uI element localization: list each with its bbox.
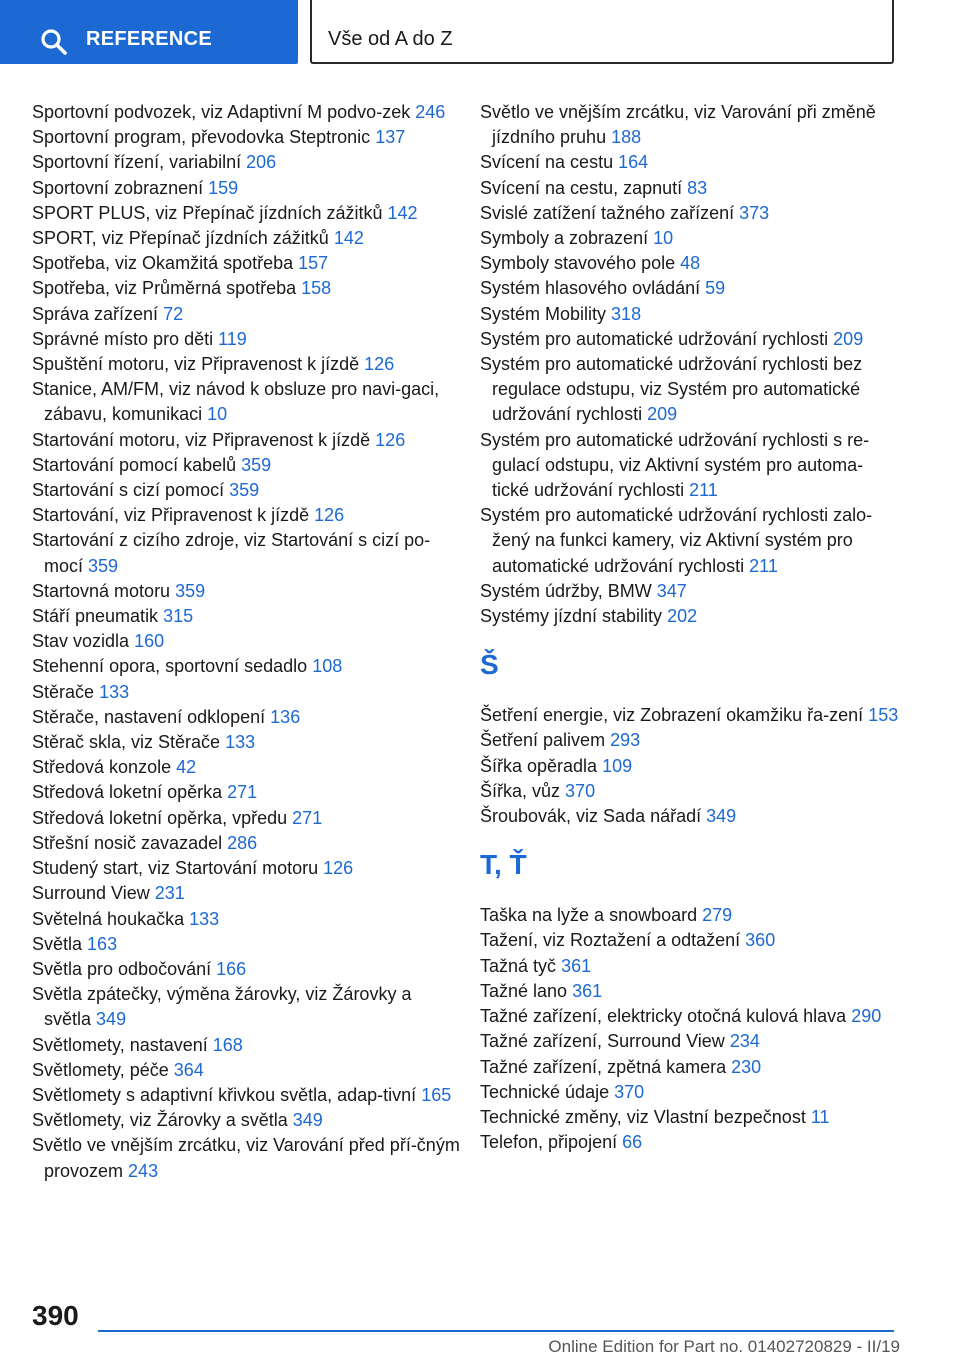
index-column-left: [32, 100, 462, 1184]
index-entry: [32, 226, 462, 251]
index-entry-text: Tažení, viz Roztažení a odtažení: [480, 930, 741, 951]
index-entry: [32, 957, 462, 982]
index-entry: [480, 1055, 900, 1080]
index-entry: [480, 903, 900, 928]
search-icon: [40, 28, 68, 56]
index-entry-text: Systém pro automatické udržování rychlosti s re‐gulací odstupu, viz Aktivní systém pro automa‐tické udržování rychlosti: [480, 429, 870, 501]
index-page-link[interactable]: 349: [292, 1110, 323, 1131]
index-entry: [480, 503, 900, 579]
index-entry: [480, 1029, 900, 1054]
index-entry: [480, 1105, 900, 1130]
index-entry: [32, 932, 462, 957]
index-entry-text: Startovná motoru: [32, 580, 171, 601]
index-entry-text: Systém pro automatické udržování rychlosti: [480, 328, 829, 349]
index-page-link[interactable]: 315: [163, 606, 194, 627]
index-entry-text: Startování, viz Připravenost k jízdě: [32, 505, 310, 526]
index-entry-text: Sportovní program, převodovka Steptronic: [32, 127, 371, 148]
index-entry: [32, 352, 462, 377]
index-entry-text: Symboly stavového pole: [480, 253, 676, 274]
index-entry-text: Systém údržby, BMW: [480, 580, 652, 601]
index-page-link[interactable]: 142: [333, 228, 364, 249]
index-page-link[interactable]: 83: [687, 177, 708, 198]
index-entry: [480, 302, 900, 327]
index-letter-heading-sh: Š: [480, 649, 499, 681]
index-entry: [32, 755, 462, 780]
index-entry: [32, 478, 462, 503]
index-page-link[interactable]: 59: [705, 278, 726, 299]
index-entry-text: Startování z cizího zdroje, viz Startování s cizí po‐mocí: [32, 530, 431, 576]
index-group-sh: [480, 703, 900, 829]
index-entry-text: Světelná houkačka: [32, 908, 185, 929]
index-entry: [32, 705, 462, 730]
index-entry: [480, 327, 900, 352]
index-entry: [480, 1080, 900, 1105]
index-page-link[interactable]: 279: [702, 905, 733, 926]
index-entry: [480, 150, 900, 175]
index-page-link[interactable]: 137: [375, 127, 406, 148]
index-page-link[interactable]: 370: [614, 1081, 645, 1102]
index-entry-text: SPORT PLUS, viz Přepínač jízdních zážitků: [32, 202, 383, 223]
index-page-link[interactable]: 158: [301, 278, 332, 299]
index-page-link[interactable]: 159: [208, 177, 239, 198]
index-page-link[interactable]: 165: [421, 1084, 452, 1105]
index-entry-text: Tažné zařízení, elektricky otočná kulová hlava: [480, 1006, 847, 1027]
index-entry-text: Šroubovák, viz Sada nářadí: [480, 806, 702, 827]
index-page-link[interactable]: 126: [323, 858, 354, 879]
index-page-link[interactable]: 359: [241, 454, 272, 475]
index-page-link[interactable]: 164: [618, 152, 649, 173]
index-entry: [480, 928, 900, 953]
index-entry: [32, 100, 462, 125]
index-entry: [480, 703, 900, 728]
index-entry: [32, 201, 462, 226]
index-page-link[interactable]: 202: [667, 606, 698, 627]
index-entry: [480, 728, 900, 753]
index-page-link[interactable]: 271: [292, 807, 323, 828]
index-page-link[interactable]: 206: [246, 152, 277, 173]
index-page-link[interactable]: 359: [175, 580, 206, 601]
index-entry-text: Světlomety, nastavení: [32, 1034, 208, 1055]
index-entry: [480, 979, 900, 1004]
index-entry: [32, 856, 462, 881]
index-page-link[interactable]: 359: [88, 555, 119, 576]
index-page-link[interactable]: 209: [647, 404, 678, 425]
index-entry: [480, 276, 900, 301]
index-entry-text: Technické údaje: [480, 1081, 610, 1102]
index-page-link[interactable]: 318: [611, 303, 642, 324]
index-entry-text: Spotřeba, viz Průměrná spotřeba: [32, 278, 297, 299]
index-entry-text: Stav vozidla: [32, 631, 130, 652]
index-entry-text: Startování pomocí kabelů: [32, 454, 237, 475]
index-entry: [32, 629, 462, 654]
index-page-link[interactable]: 153: [868, 705, 899, 726]
index-letter-heading-t: T, Ť: [480, 849, 527, 881]
index-entry-text: Tažné lano: [480, 980, 568, 1001]
index-entry: [32, 453, 462, 478]
index-page-link[interactable]: 231: [154, 883, 185, 904]
index-entry: [32, 302, 462, 327]
index-entry: [480, 604, 900, 629]
index-entry-text: Sportovní řízení, variabilní: [32, 152, 242, 173]
index-page-link[interactable]: 246: [415, 102, 446, 122]
index-entry: [32, 327, 462, 352]
index-entry: [32, 730, 462, 755]
index-entry-text: Šířka opěradla: [480, 755, 598, 776]
index-entry-text: Správa zařízení: [32, 303, 159, 324]
index-page-link[interactable]: 72: [163, 303, 184, 324]
reference-tab-label: REFERENCE: [86, 28, 213, 50]
index-entry-text: Světlomety, péče: [32, 1059, 169, 1080]
index-page-link[interactable]: 126: [364, 354, 395, 375]
index-page-link[interactable]: 160: [134, 631, 165, 652]
index-entry: [32, 528, 462, 578]
index-entry: [32, 680, 462, 705]
index-entry-text: Střešní nosič zavazadel: [32, 832, 223, 853]
index-entry-text: Systém pro automatické udržování rychlosti bez regulace odstupu, viz Systém pro automatické udržování rychlosti: [480, 354, 863, 425]
index-entry-text: Svícení na cestu, zapnutí: [480, 177, 683, 198]
index-page-link[interactable]: 11: [810, 1106, 830, 1127]
index-entry-text: Stěrače: [32, 681, 95, 702]
index-entry-text: Světlomety, viz Žárovky a světla: [32, 1110, 288, 1131]
index-page-link[interactable]: 373: [739, 202, 770, 223]
index-entry: [32, 907, 462, 932]
index-page-link[interactable]: 230: [731, 1056, 762, 1077]
index-page-link[interactable]: 234: [729, 1031, 760, 1052]
index-page-link[interactable]: 108: [312, 656, 343, 677]
index-page-link[interactable]: 133: [189, 908, 220, 929]
index-entry-text: Spotřeba, viz Okamžitá spotřeba: [32, 253, 294, 274]
index-page-link[interactable]: 290: [851, 1006, 882, 1027]
index-entry: [480, 1130, 900, 1155]
index-page-link[interactable]: 360: [745, 930, 776, 951]
index-entry-text: Světlo ve vnějším zrcátku, viz Varování před pří‐čným provozem: [32, 1135, 460, 1181]
index-entry-text: Systém hlasového ovládání: [480, 278, 701, 299]
index-entry-text: Středová konzole: [32, 757, 172, 778]
index-entry-text: Studený start, viz Startování motoru: [32, 858, 319, 879]
index-entry: [32, 1133, 462, 1183]
index-entry-text: Tažné zařízení, Surround View: [480, 1031, 725, 1052]
footer-edition-text: Online Edition for Part no. 01402720829 - II/19: [548, 1337, 900, 1356]
index-page-link[interactable]: 166: [216, 958, 247, 979]
index-group-t: [480, 903, 900, 1155]
index-entry-text: Technické změny, viz Vlastní bezpečnost: [480, 1106, 806, 1127]
index-page-link[interactable]: 211: [749, 555, 778, 576]
index-entry-text: Telefon, připojení: [480, 1132, 618, 1153]
index-page-link[interactable]: 119: [218, 328, 247, 349]
index-page-link[interactable]: 133: [225, 732, 256, 753]
index-page-link[interactable]: 347: [656, 580, 687, 601]
index-entry-text: Systémy jízdní stability: [480, 606, 663, 627]
index-page-link[interactable]: 66: [622, 1132, 643, 1153]
index-page-link[interactable]: 271: [227, 782, 258, 803]
index-page-link[interactable]: 286: [227, 832, 258, 853]
index-entry-text: Středová loketní opěrka, vpředu: [32, 807, 288, 828]
index-entry: [480, 804, 900, 829]
index-entry-text: Světla pro odbočování: [32, 958, 212, 979]
index-entry: [32, 982, 462, 1032]
index-page-link[interactable]: 188: [611, 127, 642, 148]
index-entry: [480, 251, 900, 276]
index-entry-text: Šetření palivem: [480, 730, 606, 751]
index-entry: [480, 226, 900, 251]
index-entry: [480, 428, 900, 504]
index-page-link[interactable]: 109: [602, 755, 633, 776]
index-entry-text: Světla: [32, 933, 83, 954]
page-header: [0, 0, 960, 66]
index-page-link[interactable]: 163: [87, 933, 118, 954]
index-entry: [480, 1004, 900, 1029]
index-entry: [32, 881, 462, 906]
index-entry-text: Systém pro automatické udržování rychlosti zalo‐žený na funkci kamery, viz Aktivní systém pro automatické udržování rychlosti: [480, 505, 873, 576]
index-page-link[interactable]: 42: [176, 757, 197, 778]
index-page-link[interactable]: 364: [173, 1059, 204, 1080]
index-entry: [32, 150, 462, 175]
index-entry: [32, 176, 462, 201]
index-page-link[interactable]: 126: [314, 505, 345, 526]
index-entry: [32, 251, 462, 276]
index-entry-text: Středová loketní opěrka: [32, 782, 223, 803]
index-entry-text: Symboly a zobrazení: [480, 228, 649, 249]
index-page-link[interactable]: 293: [610, 730, 641, 751]
index-entry-text: Sportovní zobraznení: [32, 177, 204, 198]
index-page-link[interactable]: 361: [572, 980, 603, 1001]
index-entry-text: Správné místo pro děti: [32, 328, 214, 349]
index-entry-text: Svislé zatížení tažného zařízení: [480, 202, 735, 223]
index-entry-text: Stěrač skla, viz Stěrače: [32, 732, 221, 753]
index-page-link[interactable]: 126: [375, 429, 406, 450]
index-page-link[interactable]: 142: [387, 202, 418, 223]
index-page-link[interactable]: 349: [96, 1009, 127, 1030]
index-page-link[interactable]: 133: [99, 681, 130, 702]
index-entry: [32, 1058, 462, 1083]
index-page-link[interactable]: 157: [298, 253, 329, 274]
index-entry-text: Surround View: [32, 883, 150, 904]
index-entry: [32, 125, 462, 150]
index-entry: [32, 654, 462, 679]
index-entry: [32, 428, 462, 453]
index-entry-text: Spuštění motoru, viz Připravenost k jízdě: [32, 354, 360, 375]
index-page-link[interactable]: 10: [207, 404, 228, 425]
index-entry-text: Stáří pneumatik: [32, 606, 159, 627]
index-entry: [32, 1108, 462, 1133]
page-number: 390: [32, 1300, 79, 1331]
index-page-link[interactable]: 209: [833, 328, 864, 349]
index-entry-text: Šířka, vůz: [480, 780, 561, 801]
index-entry: [480, 754, 900, 779]
index-entry: [32, 377, 462, 427]
index-entry: [32, 1083, 462, 1108]
index-entry: [32, 579, 462, 604]
index-entry-text: Systém Mobility: [480, 303, 607, 324]
index-entry: [32, 831, 462, 856]
index-entry-text: Šetření energie, viz Zobrazení okamžiku řa‐zení: [480, 705, 864, 726]
index-entry: [480, 779, 900, 804]
index-entry: [32, 276, 462, 301]
index-entry-text: Světlomety s adaptivní křivkou světla, adap‐tivní: [32, 1084, 417, 1105]
index-entry-text: Světla zpátečky, výměna žárovky, viz Žárovky a světla: [32, 984, 412, 1030]
index-entry: [480, 100, 900, 150]
index-entry: [480, 176, 900, 201]
section-title-tab: [310, 0, 894, 64]
footer-divider: [98, 1330, 894, 1332]
index-page-link[interactable]: 168: [212, 1034, 243, 1055]
index-page-link[interactable]: 370: [565, 780, 596, 801]
index-entry: [32, 806, 462, 831]
index-entry-text: Taška na lyže a snowboard: [480, 905, 698, 926]
index-entry-text: Startování motoru, viz Připravenost k jízdě: [32, 429, 371, 450]
index-entry-text: Tažné zařízení, zpětná kamera: [480, 1056, 727, 1077]
index-page-link[interactable]: 349: [706, 806, 737, 827]
index-entry: [32, 1033, 462, 1058]
index-column-right: [480, 100, 900, 1155]
index-entry-text: Stehenní opora, sportovní sedadlo: [32, 656, 308, 677]
index-page-link[interactable]: 243: [128, 1160, 159, 1181]
index-entry-text: Světlo ve vnějším zrcátku, viz Varování při změně jízdního pruhu: [480, 102, 876, 148]
section-title: Vše od A do Z: [328, 28, 453, 50]
index-entry-text: Stanice, AM/FM, viz návod k obsluze pro navi‐gaci, zábavu, komunikaci: [32, 379, 440, 425]
index-entry-text: Stěrače, nastavení odklopení: [32, 706, 266, 727]
index-entry: [480, 352, 900, 428]
index-entry: [480, 954, 900, 979]
index-entry: [480, 201, 900, 226]
index-entry-text: Svícení na cestu: [480, 152, 614, 173]
index-entry-text: Tažná tyč: [480, 955, 557, 976]
index-page-link[interactable]: 361: [561, 955, 592, 976]
index-entry: [480, 579, 900, 604]
index-page-link[interactable]: 211: [689, 480, 718, 501]
reference-tab[interactable]: [0, 0, 298, 64]
index-group-s: [480, 100, 900, 629]
index-entry-text: Startování s cizí pomocí: [32, 480, 225, 501]
index-entry-text: SPORT, viz Přepínač jízdních zážitků: [32, 228, 329, 249]
index-entry: [32, 780, 462, 805]
index-page-link[interactable]: 136: [270, 706, 301, 727]
index-entry-text: Sportovní podvozek, viz Adaptivní M podvo‐zek: [32, 102, 411, 122]
index-entry: [32, 604, 462, 629]
index-page-link[interactable]: 359: [229, 480, 260, 501]
index-entry: [32, 503, 462, 528]
index-page-link[interactable]: 48: [680, 253, 701, 274]
index-page-link[interactable]: 10: [653, 228, 674, 249]
